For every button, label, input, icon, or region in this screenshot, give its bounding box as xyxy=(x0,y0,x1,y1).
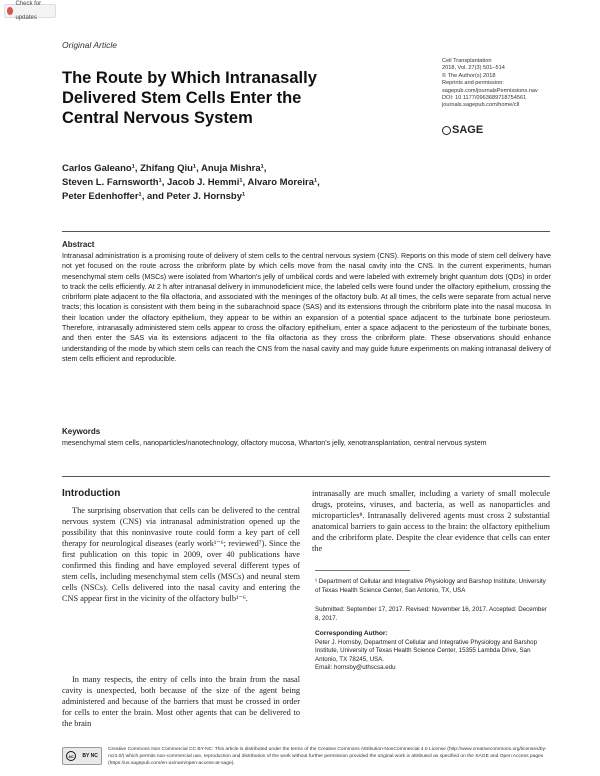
abstract-heading: Abstract xyxy=(62,240,95,249)
sage-logo-icon xyxy=(442,126,451,135)
introduction-paragraph: The surprising observation that cells can be delivered to the central nervous system (CNS) via intranasal administration opened up the possibility that this noninvasive route could form a key part of cell therapy for neurological diseases (early work¹⁻⁶; reviewed⁷). Since the first publication on this topic in 2009, over 40 publications have confirmed this finding and have employed several different types of stem cells, including mesenchymal stem cells (MSCs) and neural stem cells (NSCs). Cells delivered into the nasal cavity and entering the CNS appear first in the vicinity of the olfactory bulb¹⁻⁶. xyxy=(62,506,300,604)
publisher-name: SAGE xyxy=(452,124,484,136)
corresponding-author xyxy=(315,630,551,673)
column-two-text: intranasally are much smaller, including a variety of small molecule drugs, proteins, viruses, and bacteria, as well as nanoparticles and microparticles⁸. Intranasally delivered agents must cross 2 substantial anatomical barriers to gain access to the brain: the olfactory epithelium and the cribriform plate. Despite the clear evidence that cells can enter the xyxy=(312,489,550,554)
keywords-heading: Keywords xyxy=(62,427,101,436)
footnote-affiliation: ¹ Department of Cellular and Integrative Physiology and Barshop Institute, University of Texas Health Science Center, San Antonio, TX, USA xyxy=(315,578,546,594)
corresponding-text: Peter J. Hornsby, Department of Cellular and Integrative Physiology and Barshop Institute, University of Texas Health Science Center, 15355 Lambda Drive, San Antonio, TX 78245, USA. xyxy=(315,638,538,663)
abstract-text: Intranasal administration is a promising route of delivery of stem cells to the central nervous system (CNS). Reports on this mode of stem cell delivery have not yet focused on the route across the cribriform plate by which cells move from the nasal cavity into the CNS. In the current experiments, human mesenchymal stem cells (MSCs) were isolated from Wharton's jelly of umbilical cords and were labeled with extremely bright quantum dots (QDs) in order to track the cells efficiently. At 2 h after intranasal delivery in immunodeficient mice, the labeled cells were found under the olfactory epithelium, crossing the cribriform plate adjacent to the fila olfactoria, and associated with the meninges of the olfactory bulb. At all times, the cells were separate from actual nerve tracts; this location is consistent with them being in the subarachnoid space (SAS) and its extensions through the cribriform plate into the nasal mucosa. In their location under the olfactory epithelium, they appear to be within an expansion of a potential space adjacent to the turbinate bone periosteum. Therefore, intranasally administered stem cells appear to cross the olfactory epithelium, enter a space adjacent to the periosteum of the turbinate bones, and then enter the SAS via its extensions adjacent to the fila olfactoria as they cross the cribriform plate. These observations should enhance understanding of the mode by which stem cells can reach the CNS from the nasal cavity and may guide future experiments on making intranasal delivery of stem cells efficient and reproducible. xyxy=(62,252,551,363)
journal-info xyxy=(442,58,582,110)
corresponding-email[interactable]: Email: hornsby@uthscsa.edu xyxy=(315,664,396,672)
check-updates-badge[interactable] xyxy=(4,1,56,21)
journal-volume: 2018, Vol. 27(3) 501–514 xyxy=(442,65,505,72)
journal-reprints: Reprints and permission: xyxy=(442,80,504,87)
journal-doi[interactable]: DOI: 10.1177/0963689718754561 xyxy=(442,95,527,102)
check-updates-label: Check for updates xyxy=(15,1,42,21)
footnote-separator xyxy=(315,570,410,571)
divider xyxy=(62,231,550,232)
footnote-dates: Submitted: September 17, 2017. Revised: November 16, 2017. Accepted: December 8, 2017. xyxy=(315,606,547,622)
journal-home-link[interactable]: journals.sagepub.com/home/cll xyxy=(442,102,520,109)
cc-license-badge[interactable] xyxy=(62,747,102,765)
keywords-text: mesenchymal stem cells, nanoparticles/nanotechnology, olfactory mucosa, Wharton's jelly, xenotransplantation, central nervous system xyxy=(62,439,487,447)
publisher-logo xyxy=(442,124,483,136)
check-updates-icon xyxy=(7,7,13,15)
author-line: Carlos Galeano¹, Zhifang Qiu¹, Anuja Mishra¹, xyxy=(62,163,267,174)
corresponding-heading: Corresponding Author: xyxy=(315,630,388,637)
license-text: Creative Commons Non Commercial CC BY-NC: This article is distributed under the terms of the Creative Commons Attribution-NonCommercial 4.0 License (http://www.creativecommons.org/licenses/by-nc/4.0/) which permits non-commercial use, reproduction and distribution of the work without further permission provided the original work is attributed as specified on the SAGE and Open Access pages (https://us.sagepub.com/en-us/nam/open-access-at-sage). xyxy=(108,747,547,766)
author-line: Peter Edenhoffer¹, and Peter J. Hornsby¹ xyxy=(62,191,246,202)
introduction-heading: Introduction xyxy=(62,488,121,499)
divider xyxy=(62,476,550,477)
cc-icon: cc xyxy=(66,751,76,761)
license-block xyxy=(62,747,551,767)
author-line: Steven L. Farnsworth¹, Jacob J. Hemmi¹, Alvaro Moreira¹, xyxy=(62,177,320,188)
author-list xyxy=(62,162,422,204)
introduction-paragraph: In many respects, the entry of cells into the brain from the nasal cavity is unexpected, both because of the size of the agent being administered and because of the barriers that must be crossed in order for cells to enter the brain. Most other agents that can be delivered to the brain xyxy=(62,675,300,729)
journal-name: Cell Transplantation xyxy=(442,58,492,64)
journal-copyright: © The Author(s) 2018 xyxy=(442,72,496,79)
journal-permissions-link[interactable]: sagepub.com/journalsPermissions.nav xyxy=(442,87,538,94)
article-type-label: Original Article xyxy=(62,40,117,50)
article-title: The Route by Which Intranasally Delivered Stem Cells Enter the Central Nervous System xyxy=(62,69,317,127)
cc-badge-label: BY NC xyxy=(82,753,98,759)
